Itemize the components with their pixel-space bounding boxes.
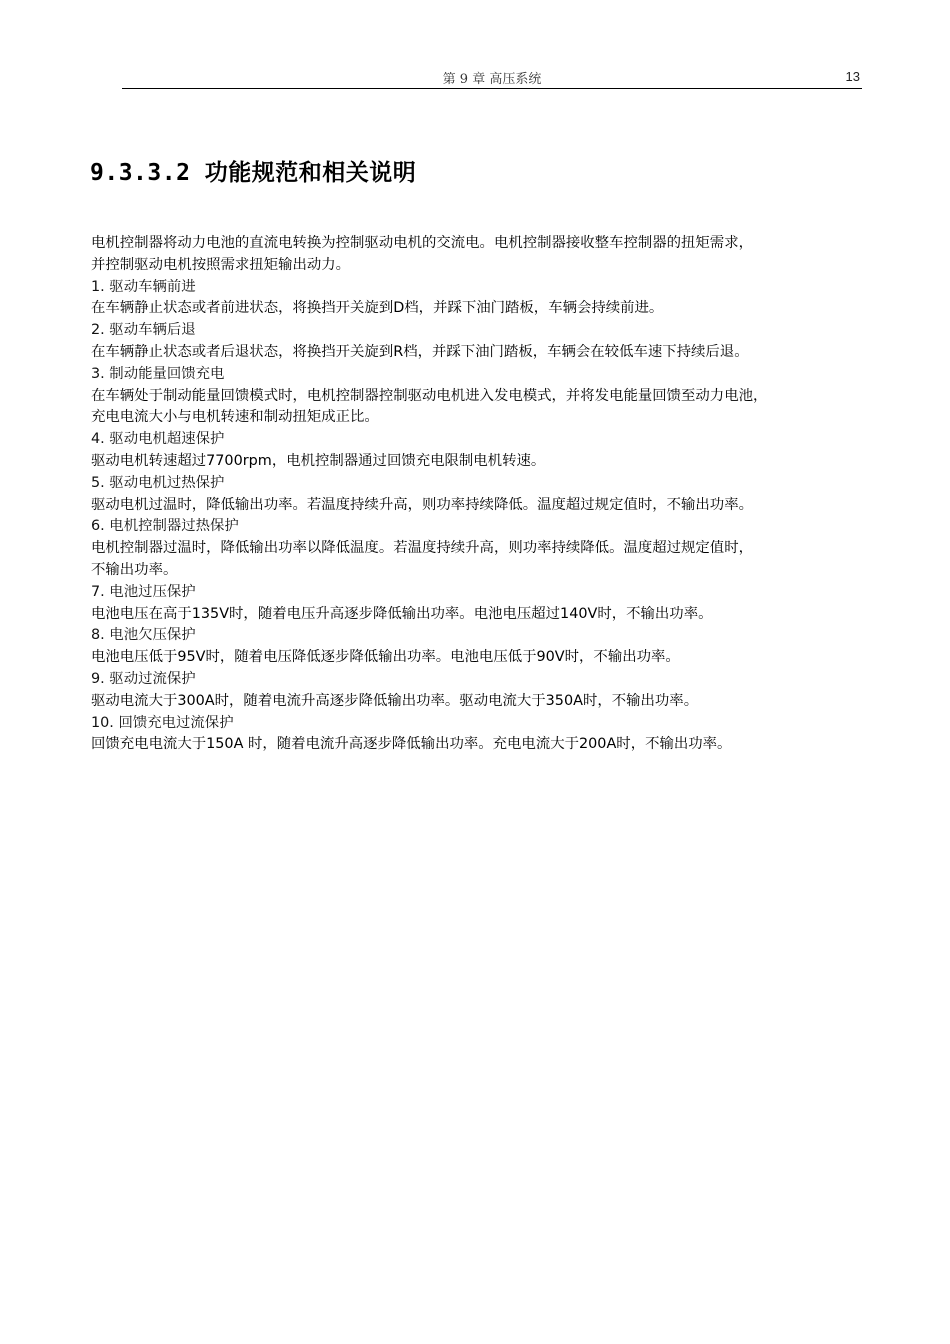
item-text: 在车辆静止状态或者后退状态，将换挡开关旋到R档，并踩下油门踏板，车辆会在较低车速下持续后退。 bbox=[91, 343, 749, 360]
document-body bbox=[91, 233, 866, 756]
item-text: 驱动电机转速超过7700rpm，电机控制器通过回馈充电限制电机转速。 bbox=[91, 452, 546, 469]
intro-paragraph-line: 并控制驱动电机按照需求扭矩输出动力。 bbox=[91, 256, 351, 273]
item-heading: 3. 制动能量回馈充电 bbox=[91, 365, 225, 382]
item-heading: 9. 驱动过流保护 bbox=[91, 670, 196, 687]
chapter-title: 第 9 章 高压系统 bbox=[442, 72, 542, 87]
item-text: 电池电压低于95V时，随着电压降低逐步降低输出功率。电池电压低于90V时，不输出功率。 bbox=[91, 649, 680, 666]
section-title: 9.3.3.2 功能规范和相关说明 bbox=[90, 160, 417, 186]
item-text: 回馈充电电流大于150A 时，随着电流升高逐步降低输出功率。充电电流大于200A时，不输出功率。 bbox=[91, 736, 732, 753]
item-text: 充电电流大小与电机转速和制动扭矩成正比。 bbox=[91, 409, 379, 426]
item-text: 不输出功率。 bbox=[91, 561, 178, 578]
item-heading: 5. 驱动电机过热保护 bbox=[91, 474, 225, 491]
item-text: 驱动电流大于300A时，随着电流升高逐步降低输出功率。驱动电流大于350A时，不输出功率。 bbox=[91, 692, 699, 709]
item-heading: 10. 回馈充电过流保护 bbox=[91, 714, 234, 731]
item-heading: 1. 驱动车辆前进 bbox=[91, 278, 196, 295]
item-text: 电池电压在高于135V时，随着电压升高逐步降低输出功率。电池电压超过140V时，不输出功率。 bbox=[91, 605, 713, 622]
item-heading: 2. 驱动车辆后退 bbox=[91, 322, 196, 339]
item-heading: 6. 电机控制器过热保护 bbox=[91, 518, 239, 535]
item-text: 驱动电机过温时，降低输出功率。若温度持续升高，则功率持续降低。温度超过规定值时，不输出功率。 bbox=[91, 496, 753, 513]
page-number: 13 bbox=[845, 69, 860, 84]
item-text: 电机控制器过温时，降低输出功率以降低温度。若温度持续升高，则功率持续降低。温度超过规定值时， bbox=[91, 540, 753, 557]
item-heading: 8. 电池欠压保护 bbox=[91, 627, 196, 644]
item-heading: 7. 电池过压保护 bbox=[91, 583, 196, 600]
page-header bbox=[122, 66, 862, 89]
item-text: 在车辆处于制动能量回馈模式时，电机控制器控制驱动电机进入发电模式，并将发电能量回馈至动力电池， bbox=[91, 387, 768, 404]
item-text: 在车辆静止状态或者前进状态，将换挡开关旋到D档，并踩下油门踏板，车辆会持续前进。 bbox=[91, 300, 664, 317]
item-heading: 4. 驱动电机超速保护 bbox=[91, 431, 225, 448]
intro-paragraph-line: 电机控制器将动力电池的直流电转换为控制驱动电机的交流电。电机控制器接收整车控制器的扭矩需求， bbox=[91, 235, 753, 251]
